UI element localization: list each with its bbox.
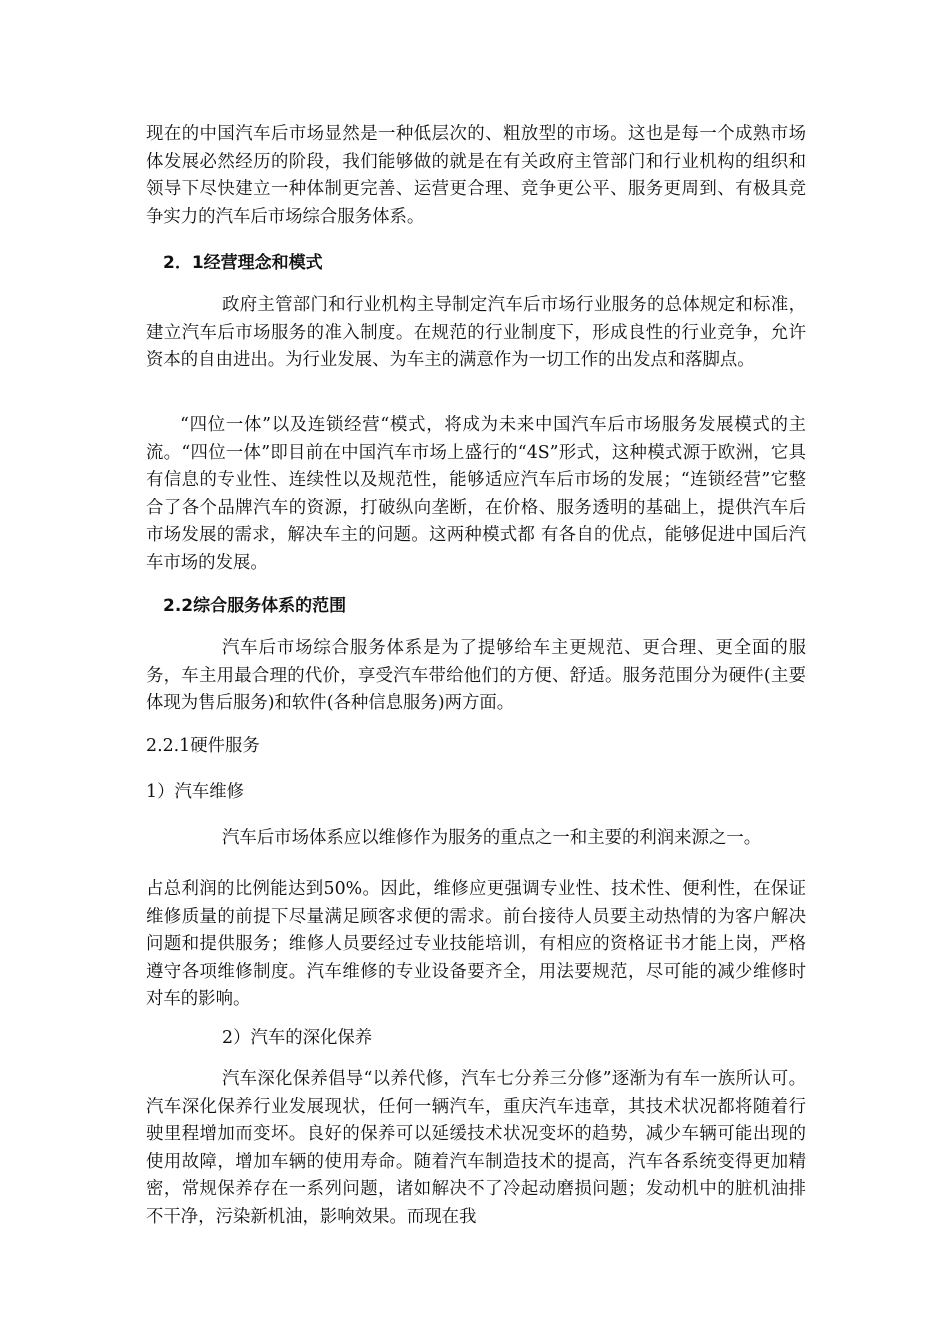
paragraph-four-in-one: “四位一体”以及连锁经营“模式，将成为未来中国汽车后市场服务发展模式的主流。“四位一体”即目前在中国汽车市场上盛行的“4S”形式，这种模式源于欧洲，它具有信息的专业性、连续性以及规范性，能够适应汽车后市场的发展；“连锁经营”它整合了各个品牌汽车的资源，打破纵向垄断，在价格、服务透明的基础上，提供汽车后市场发展的需求，解决车主的问题。这两种模式都 有各自的优点，能够促进中国后汽车市场的发展。 <box>146 415 806 573</box>
heading-2-1: 2．1经营理念和模式 <box>163 253 323 273</box>
paragraph-service-scope: 汽车后市场综合服务体系是为了提够给车主更规范、更合理、更全面的服务，车主用最合理的代价，享受汽车带给他们的方便、舒适。服务范围分为硬件(主要体现为售后服务)和软件(各种信息服务)两方面。 <box>146 638 806 714</box>
paragraph-intro: 现在的中国汽车后市场显然是一种低层次的、粗放型的市场。这也是每一个成熟市场体发展必然经历的阶段，我们能够做的就是在有关政府主管部门和行业机构的组织和领导下尽快建立一种体制更完善、运营更合理、竞争更公平、服务更周到、有极具竞争实力的汽车后市场综合服务体系。 <box>146 124 806 227</box>
heading-2-2-1: 2.2.1硬件服务 <box>146 736 260 756</box>
paragraph-repair-body: 占总利润的比例能达到50%。因此，维修应更强调专业性、技术性、便利性，在保证维修质量的前提下尽量满足顾客求便的需求。前台接待人员要主动热情的为客户解决问题和提供服务；维修人员要经过专业技能培训，有相应的资格证书才能上岗，严格遵守各项维修制度。汽车维修的专业设备要齐全，用法要规范，尽可能的减少维修时对车的影响。 <box>146 879 806 1010</box>
paragraph-repair-first-line: 汽车后市场体系应以维修作为服务的重点之一和主要的利润来源之一。 <box>222 828 762 848</box>
list-item-deep-maintenance: 2）汽车的深化保养 <box>222 1028 373 1048</box>
paragraph-deep-maintenance: 汽车深化保养倡导“以养代修，汽车七分养三分修”逐渐为有车一族所认可。汽车深化保养行业发展现状，任何一辆汽车，重庆汽车违章，其技术状况都将随着行驶里程增加而变坏。良好的保养可以延缓技术状况变坏的趋势，减少车辆可能出现的使用故障，增加车辆的使用寿命。随着汽车制造技术的提高，汽车各系统变得更加精密，常规保养存在一系列问题，诸如解决不了冷起动磨损问题；发动机中的脏机油排不干净，污染新机油，影响效果。而现在我 <box>146 1069 806 1227</box>
paragraph-business-philosophy: 政府主管部门和行业机构主导制定汽车后市场行业服务的总体规定和标准，建立汽车后市场服务的准入制度。在规范的行业制度下，形成良性的行业竞争，允许资本的自由进出。为行业发展、为车主的满意作为一切工作的出发点和落脚点。 <box>146 295 806 371</box>
list-item-car-repair: 1）汽车维修 <box>146 782 245 802</box>
heading-2-2: 2.2综合服务体系的范围 <box>163 596 347 616</box>
